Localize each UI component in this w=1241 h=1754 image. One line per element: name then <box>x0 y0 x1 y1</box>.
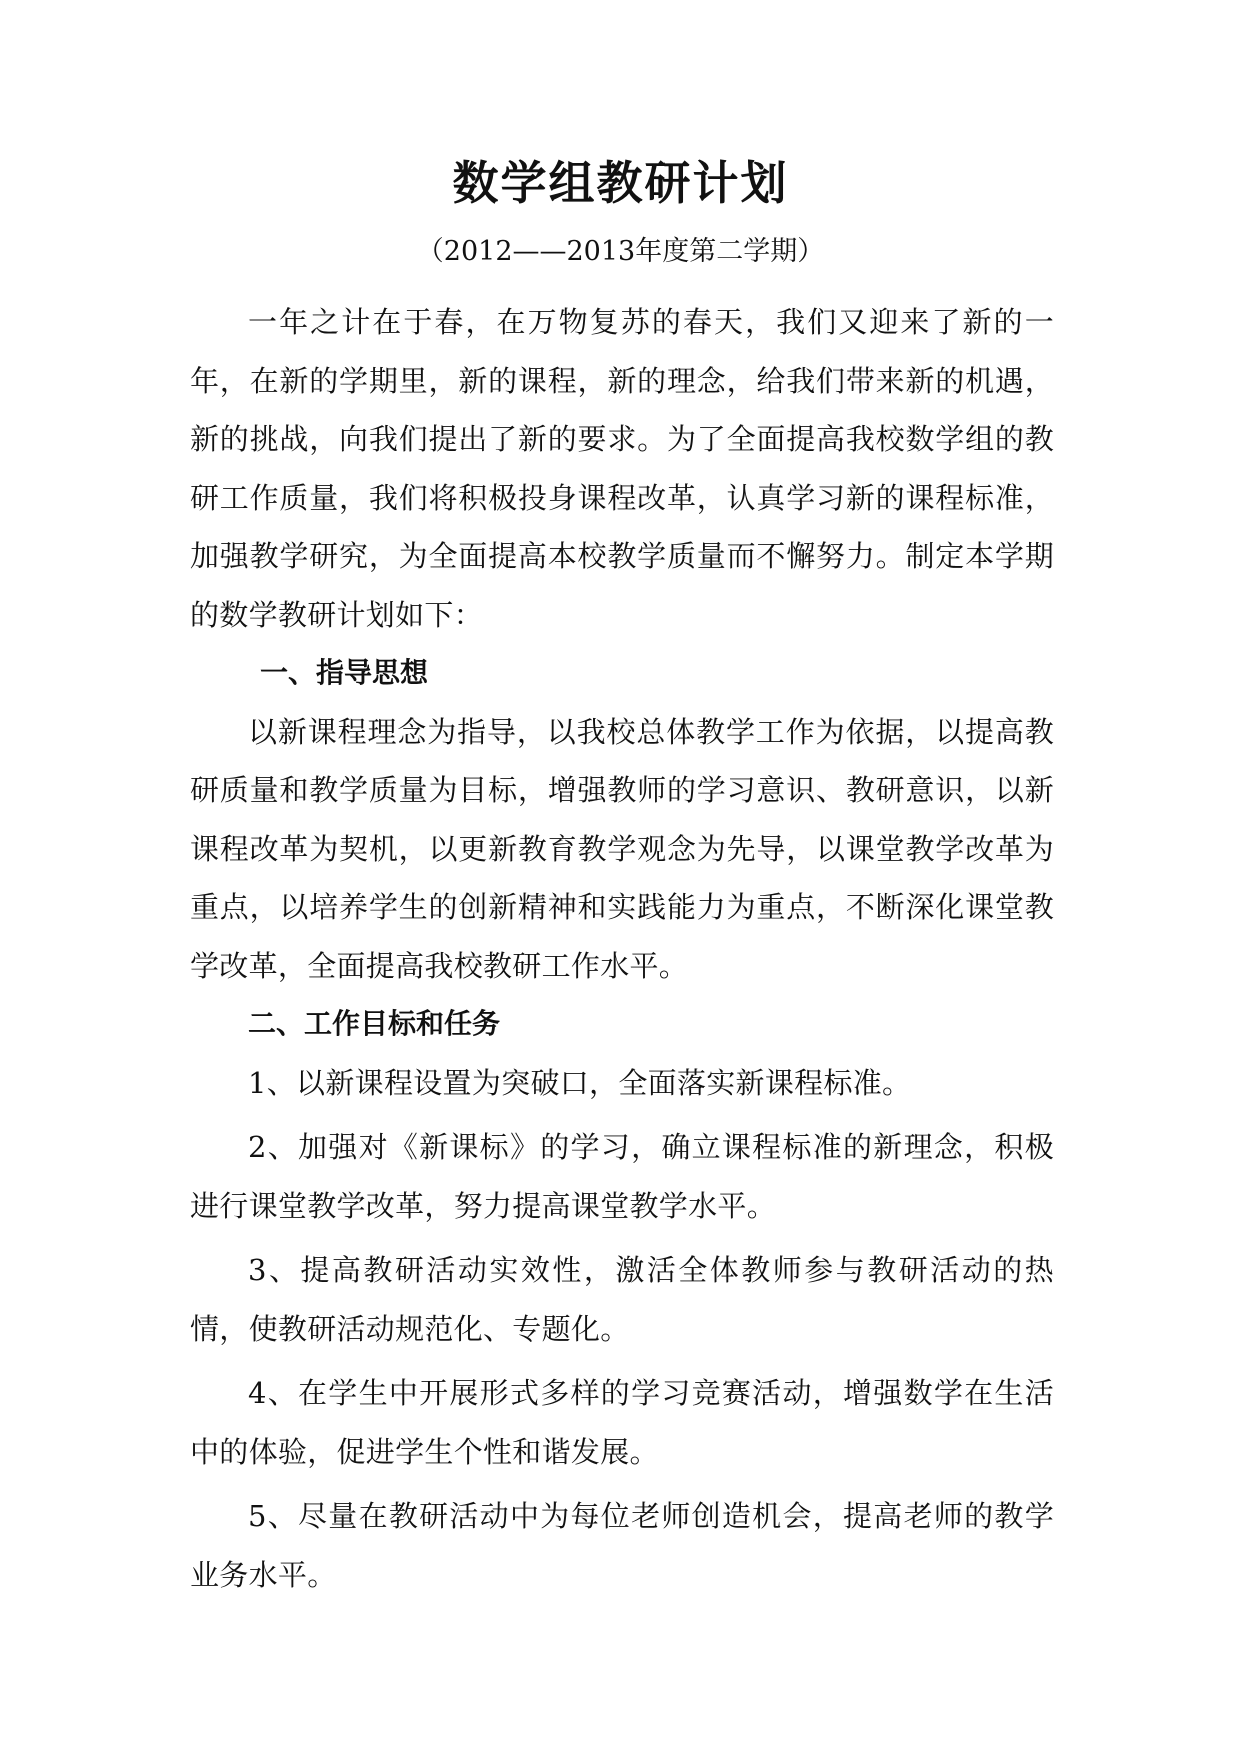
goal-item: 2、加强对《新课标》的学习，确立课程标准的新理念，积极进行课堂教学改革，努力提高课堂教学水平。 <box>190 1130 1054 1223</box>
goal-item: 5、尽量在教研活动中为每位老师创造机会，提高老师的教学业务水平。 <box>190 1499 1054 1592</box>
guiding-ideology-paragraph: 以新课程理念为指导，以我校总体教学工作为依据，以提高教研质量和教学质量为目标，增强教师的学习意识、教研意识，以新课程改革为契机，以更新教育教学观念为先导，以课堂教学改革为重点，以培养学生的创新精神和实践能力为重点，不断深化课堂教学改革，全面提高我校教研工作水平。 <box>190 714 1054 983</box>
document-subtitle: （2012——2013年度第二学期） <box>416 236 825 267</box>
document-body <box>190 293 1054 1604</box>
goal-item: 1、以新课程设置为突破口，全面落实新课程标准。 <box>248 1065 912 1100</box>
intro-paragraph: 一年之计在于春，在万物复苏的春天，我们又迎来了新的一年，在新的学期里，新的课程，新的理念，给我们带来新的机遇，新的挑战，向我们提出了新的要求。为了全面提高我校数学组的教研工作质量，我们将积极投身课程改革，认真学习新的课程标准，加强教学研究，为全面提高本校教学质量而不懈努力。制定本学期的数学教研计划如下： <box>190 305 1054 632</box>
section-heading-goals-tasks: 二、工作目标和任务 <box>248 1007 501 1040</box>
document-title: 数学组教研计划 <box>452 156 789 210</box>
goal-item: 4、在学生中开展形式多样的学习竞赛活动，增强数学在生活中的体验，促进学生个性和谐发展。 <box>190 1376 1054 1469</box>
section-heading-guiding-ideology: 一、指导思想 <box>260 656 429 689</box>
goal-item: 3、提高教研活动实效性，激活全体教师参与教研活动的热情，使教研活动规范化、专题化。 <box>190 1253 1054 1346</box>
